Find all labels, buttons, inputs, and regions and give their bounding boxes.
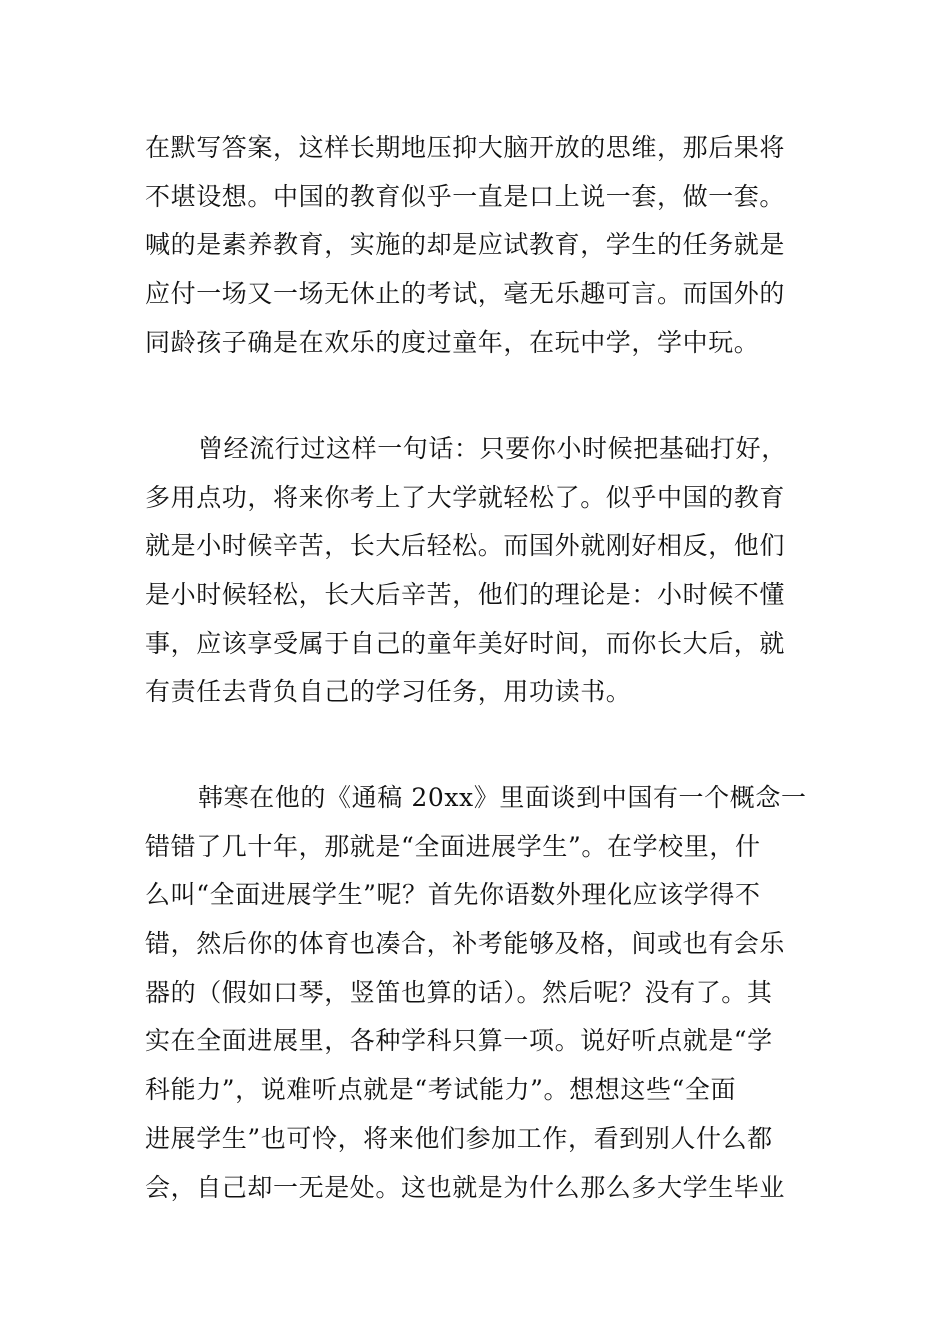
text-line: 不堪设想。中国的教育似乎一直是口上说一套，做一套。	[145, 181, 786, 211]
text-line: 器的（假如口琴，竖笛也算的话）。然后呢？没有了。其	[145, 977, 773, 1007]
text-line: 错错了几十年，那就是“全面进展学生”。在学校里，什	[145, 831, 761, 861]
text-line: 韩寒在他的《通稿 20xx》里面谈到中国有一个概念一	[198, 783, 807, 812]
paragraph-3	[145, 774, 810, 1212]
text-line: 喊的是素养教育，实施的却是应试教育，学生的任务就是	[145, 230, 786, 260]
text-line: 事，应该享受属于自己的童年美好时间，而你长大后，就	[145, 628, 786, 658]
paragraph-1	[145, 124, 810, 367]
text-line: 进展学生”也可怜，将来他们参加工作，看到别人什么都	[145, 1123, 773, 1153]
text-line: 同龄孩子确是在欢乐的度过童年，在玩中学，学中玩。	[145, 327, 760, 357]
text-line: 会，自己却一无是处。这也就是为什么那么多大学生毕业	[145, 1172, 786, 1202]
text-line: 是小时候轻松，长大后辛苦，他们的理论是：小时候不懂	[145, 580, 786, 610]
text-line: 错，然后你的体育也凑合，补考能够及格，间或也有会乐	[145, 929, 786, 959]
text-line: 么叫“全面进展学生”呢？首先你语数外理化应该学得不	[145, 880, 761, 910]
text-line: 有责任去背负自己的学习任务，用功读书。	[145, 677, 632, 707]
text-line: 应付一场又一场无休止的考试，毫无乐趣可言。而国外的	[145, 279, 786, 309]
text-line: 在默写答案，这样长期地压抑大脑开放的思维，那后果将	[145, 133, 786, 162]
paragraph-2	[145, 425, 810, 717]
text-line: 科能力”，说难听点就是“考试能力”。想想这些“全面	[145, 1075, 737, 1105]
text-line: 多用点功，将来你考上了大学就轻松了。似乎中国的教育	[145, 482, 786, 512]
text-line: 曾经流行过这样一句话：只要你小时候把基础打好，	[198, 434, 787, 463]
text-line: 就是小时候辛苦，长大后轻松。而国外就刚好相反，他们	[145, 531, 786, 561]
text-line: 实在全面进展里，各种学科只算一项。说好听点就是“学	[145, 1026, 773, 1056]
